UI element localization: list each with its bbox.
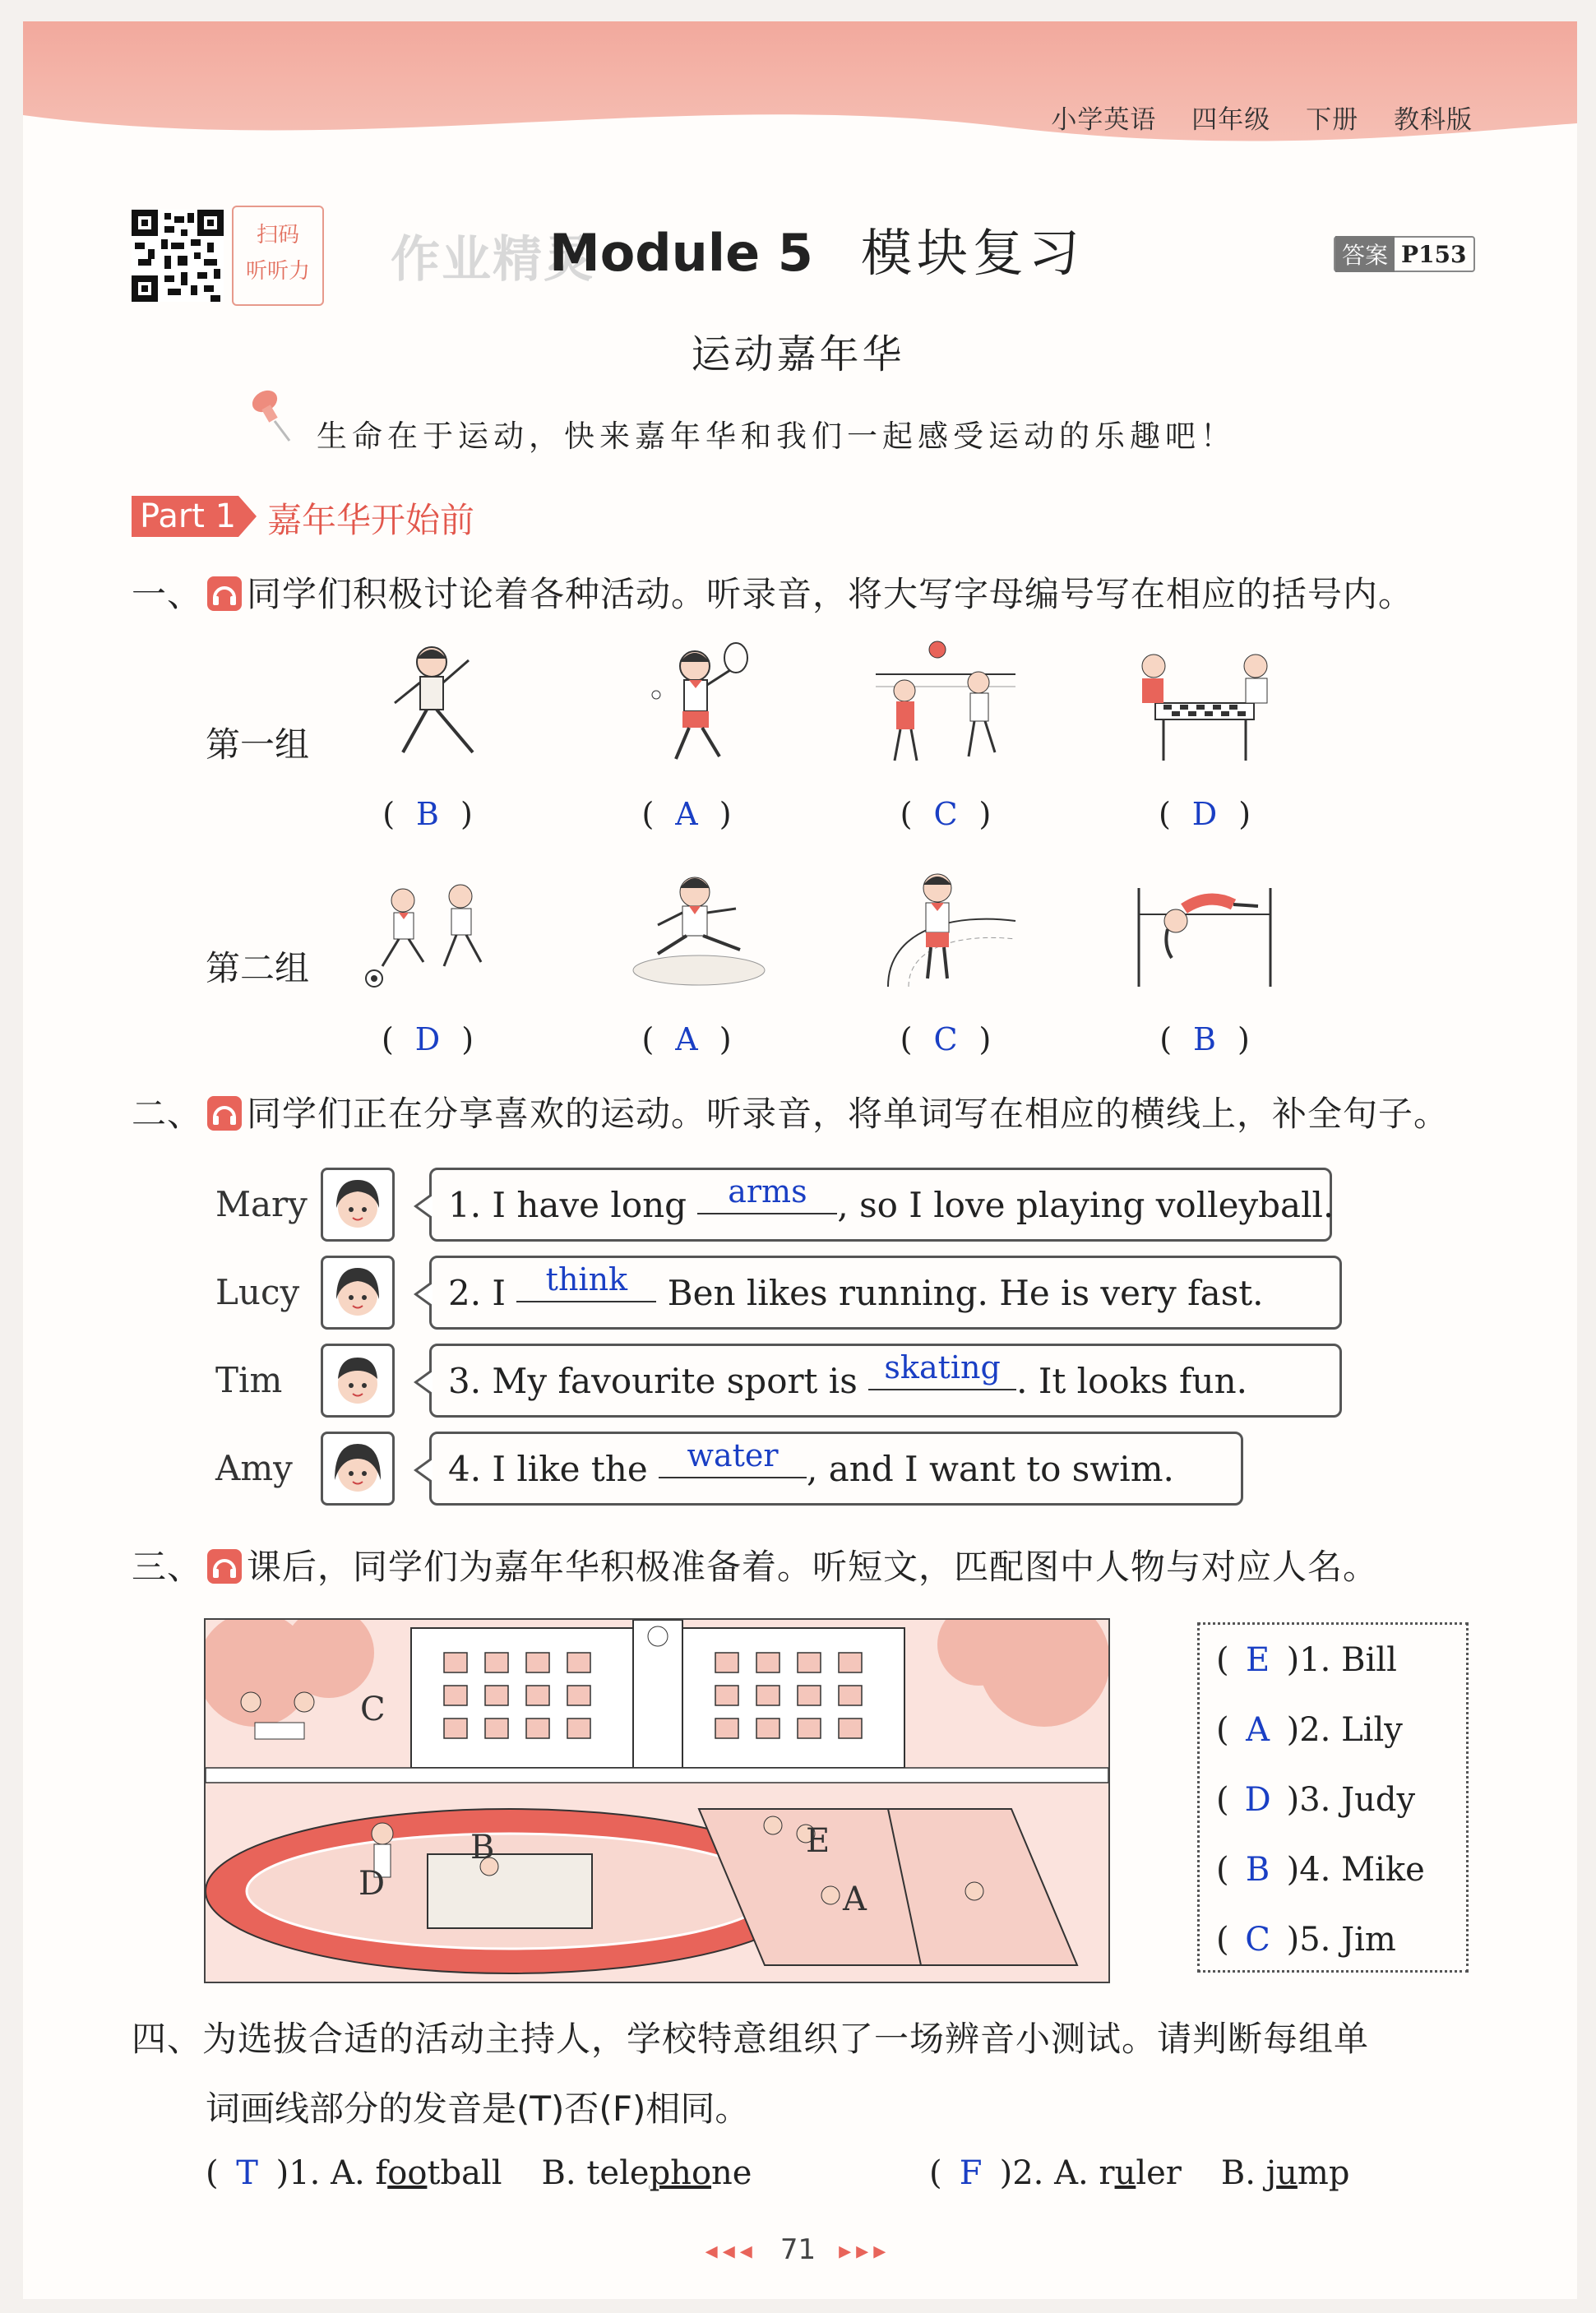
fill-blank-4[interactable]: water <box>659 1434 807 1478</box>
q4-line1: 为选拔合适的活动主持人，学校特意组织了一场辨音小测试。请判断每组单 <box>202 2019 1370 2059</box>
part1-title: 嘉年华开始前 <box>267 500 475 540</box>
q2-heading <box>132 1087 1449 1136</box>
q1-g2-answer-1[interactable]: ( D ) <box>381 1021 474 1057</box>
q1-number: 一、 <box>132 574 203 614</box>
q4-heading <box>132 2012 1369 2061</box>
speaker-name-mary: Mary <box>215 1184 308 1224</box>
q2-number: 二、 <box>132 1094 203 1134</box>
scene-label-e: E <box>806 1822 830 1860</box>
q1-g1-answer-4[interactable]: ( D ) <box>1158 796 1251 832</box>
chess-picture <box>1131 637 1279 769</box>
match-row-1[interactable]: ( E )1. Bill <box>1216 1641 1397 1679</box>
sentence-after: , so I love playing volleyball. <box>837 1185 1335 1225</box>
name-matching-box <box>1197 1622 1469 1973</box>
scene-label-c: C <box>360 1691 386 1728</box>
match-label: )5. Jim <box>1286 1921 1396 1959</box>
match-row-5[interactable]: ( C )5. Jim <box>1216 1921 1396 1959</box>
scan-label-line1: 扫码 <box>256 223 299 247</box>
q3-heading <box>132 1540 1378 1589</box>
scene-label-b: B <box>470 1829 495 1867</box>
word-a-suffix: tball <box>427 2154 502 2192</box>
match-row-4[interactable]: ( B )4. Mike <box>1216 1851 1425 1889</box>
word-a-underlined: oo <box>387 2154 428 2192</box>
item-label: )1. <box>275 2154 321 2192</box>
speaker-name-lucy: Lucy <box>215 1272 300 1312</box>
q1-g1-answer-1[interactable]: ( B ) <box>382 796 473 832</box>
school-playground-scene <box>204 1618 1110 1983</box>
avatar-amy <box>321 1432 395 1506</box>
page-number: 71 <box>779 2233 817 2266</box>
sentence-before: 3. My favourite sport is <box>448 1361 869 1401</box>
tai-chi-picture <box>358 637 506 769</box>
fill-blank-2[interactable]: think <box>516 1258 656 1302</box>
q4-number: 四、 <box>132 2019 203 2059</box>
series-volume: 下册 <box>1306 105 1359 135</box>
headphone-icon[interactable] <box>207 576 242 611</box>
match-label: )1. Bill <box>1286 1641 1397 1679</box>
q4-line2: 词画线部分的发音是(T)否(F)相同。 <box>206 2089 750 2129</box>
scan-listen-label <box>232 206 324 306</box>
word-b-prefix: B. j <box>1220 2154 1277 2192</box>
series-grade: 四年级 <box>1191 105 1271 135</box>
avatar-lucy <box>321 1256 395 1330</box>
match-label: )2. Lily <box>1286 1711 1403 1749</box>
sentence-before: 4. I like the <box>448 1449 659 1489</box>
match-answer: D <box>1244 1781 1271 1819</box>
badminton-picture <box>625 637 773 769</box>
answer-letter: C <box>933 796 958 832</box>
sentence-after: Ben likes running. He is very fast. <box>656 1273 1264 1313</box>
scene-label-d: D <box>359 1865 386 1903</box>
word-b-prefix: B. tele <box>541 2154 650 2192</box>
match-answer: C <box>1245 1921 1270 1959</box>
scene-label-a: A <box>843 1880 867 1918</box>
watermark-text: 作业精灵 <box>391 231 594 289</box>
q1-g1-answer-3[interactable]: ( C ) <box>900 796 992 832</box>
intro-text: 生命在于运动，快来嘉年华和我们一起感受运动的乐趣吧！ <box>317 419 1236 454</box>
sentence-before: 1. I have long <box>448 1185 698 1225</box>
word-a-prefix: A. f <box>331 2154 388 2192</box>
headphone-icon[interactable] <box>207 1096 242 1131</box>
speech-bubble-1 <box>429 1168 1335 1242</box>
item-label: )2. <box>999 2154 1044 2192</box>
match-row-3[interactable]: ( D )3. Judy <box>1216 1781 1416 1819</box>
word-b-underlined: u <box>1276 2154 1298 2192</box>
q4-item-1[interactable]: ( T )1. A. football B. telephone <box>206 2154 752 2192</box>
answer-key-page: P153 <box>1401 240 1467 268</box>
q4-item-2[interactable]: ( F )2. A. ruler B. jump <box>929 2154 1350 2192</box>
word-a-prefix: A. r <box>1054 2154 1115 2192</box>
match-answer: B <box>1245 1851 1270 1889</box>
q1-heading <box>132 567 1413 617</box>
match-answer: E <box>1246 1641 1270 1679</box>
q1-g2-answer-3[interactable]: ( C ) <box>900 1021 992 1057</box>
avatar-tim <box>321 1344 395 1418</box>
headphone-icon[interactable] <box>207 1549 242 1584</box>
word-b-underlined: pho <box>649 2154 712 2192</box>
next-arrows-icon: ▸▸▸ <box>839 2237 891 2265</box>
section-subtitle: 运动嘉年华 <box>691 331 905 377</box>
answer-letter: A <box>675 796 698 832</box>
speech-bubble-4 <box>429 1432 1243 1506</box>
match-label: )3. Judy <box>1286 1781 1416 1819</box>
speech-bubble-3 <box>429 1344 1342 1418</box>
match-label: )4. Mike <box>1286 1851 1425 1889</box>
group-label-1: 第一组 <box>206 724 310 765</box>
football-picture <box>358 863 506 995</box>
answer-letter: B <box>416 796 439 832</box>
q2-text: 同学们正在分享喜欢的运动。听录音，将单词写在相应的横线上，补全句子。 <box>247 1094 1450 1134</box>
word-a-underlined: u <box>1114 2154 1136 2192</box>
answer-letter: B <box>1193 1021 1216 1057</box>
sentence-after: . It looks fun. <box>1016 1361 1247 1401</box>
book-series <box>1025 99 1473 136</box>
answer-letter: C <box>933 1021 958 1057</box>
q1-g2-answer-4[interactable]: ( B ) <box>1159 1021 1250 1057</box>
series-edition: 教科版 <box>1394 105 1473 135</box>
answer-key-label: 答案 <box>1335 236 1395 272</box>
answer-page-reference[interactable] <box>1334 236 1475 272</box>
word-a-suffix: ler <box>1136 2154 1182 2192</box>
speech-bubble-2 <box>429 1256 1342 1330</box>
q3-number: 三、 <box>132 1547 203 1587</box>
avatar-mary <box>321 1168 395 1242</box>
series-subject: 小学英语 <box>1051 105 1157 135</box>
volleyball-picture <box>872 637 1020 769</box>
fill-blank-3[interactable]: skating <box>868 1346 1016 1390</box>
word-b-suffix: mp <box>1297 2154 1350 2192</box>
page-footer <box>0 2233 1596 2266</box>
high-jump-picture <box>1131 863 1279 995</box>
fill-blank-1[interactable]: arms <box>697 1170 837 1214</box>
answer-letter: D <box>414 1021 441 1057</box>
group-label-2: 第二组 <box>206 948 310 988</box>
answer-letter: A <box>675 1021 698 1057</box>
answer-letter: D <box>1191 796 1218 832</box>
running-picture <box>872 863 1020 995</box>
module-title-en: Module 5 <box>549 223 813 283</box>
match-answer: A <box>1246 1711 1270 1749</box>
tf-answer: T <box>236 2154 258 2192</box>
prev-arrows-icon: ◂◂◂ <box>705 2237 757 2265</box>
q1-g2-answer-2[interactable]: ( A ) <box>641 1021 732 1057</box>
module-title <box>549 212 1085 285</box>
q1-text: 同学们积极讨论着各种活动。听录音，将大写字母编号写在相应的括号内。 <box>247 574 1414 614</box>
tf-answer: F <box>959 2154 983 2192</box>
qr-code-icon[interactable] <box>132 210 224 302</box>
scan-label-line2: 听听力 <box>245 259 310 284</box>
sentence-after: , and I want to swim. <box>807 1449 1174 1489</box>
speaker-name-amy: Amy <box>215 1448 293 1488</box>
speaker-name-tim: Tim <box>215 1360 283 1400</box>
q3-text: 课后，同学们为嘉年华积极准备着。听短文，匹配图中人物与对应人名。 <box>247 1547 1379 1587</box>
word-b-suffix: ne <box>711 2154 752 2192</box>
q1-g1-answer-2[interactable]: ( A ) <box>641 796 732 832</box>
pushpin-icon <box>247 385 296 444</box>
sentence-before: 2. I <box>448 1273 517 1313</box>
module-title-cn: 模块复习 <box>860 223 1085 283</box>
long-jump-picture <box>625 863 773 995</box>
part1-tag: Part 1 <box>132 496 238 537</box>
match-row-2[interactable]: ( A )2. Lily <box>1216 1711 1403 1749</box>
